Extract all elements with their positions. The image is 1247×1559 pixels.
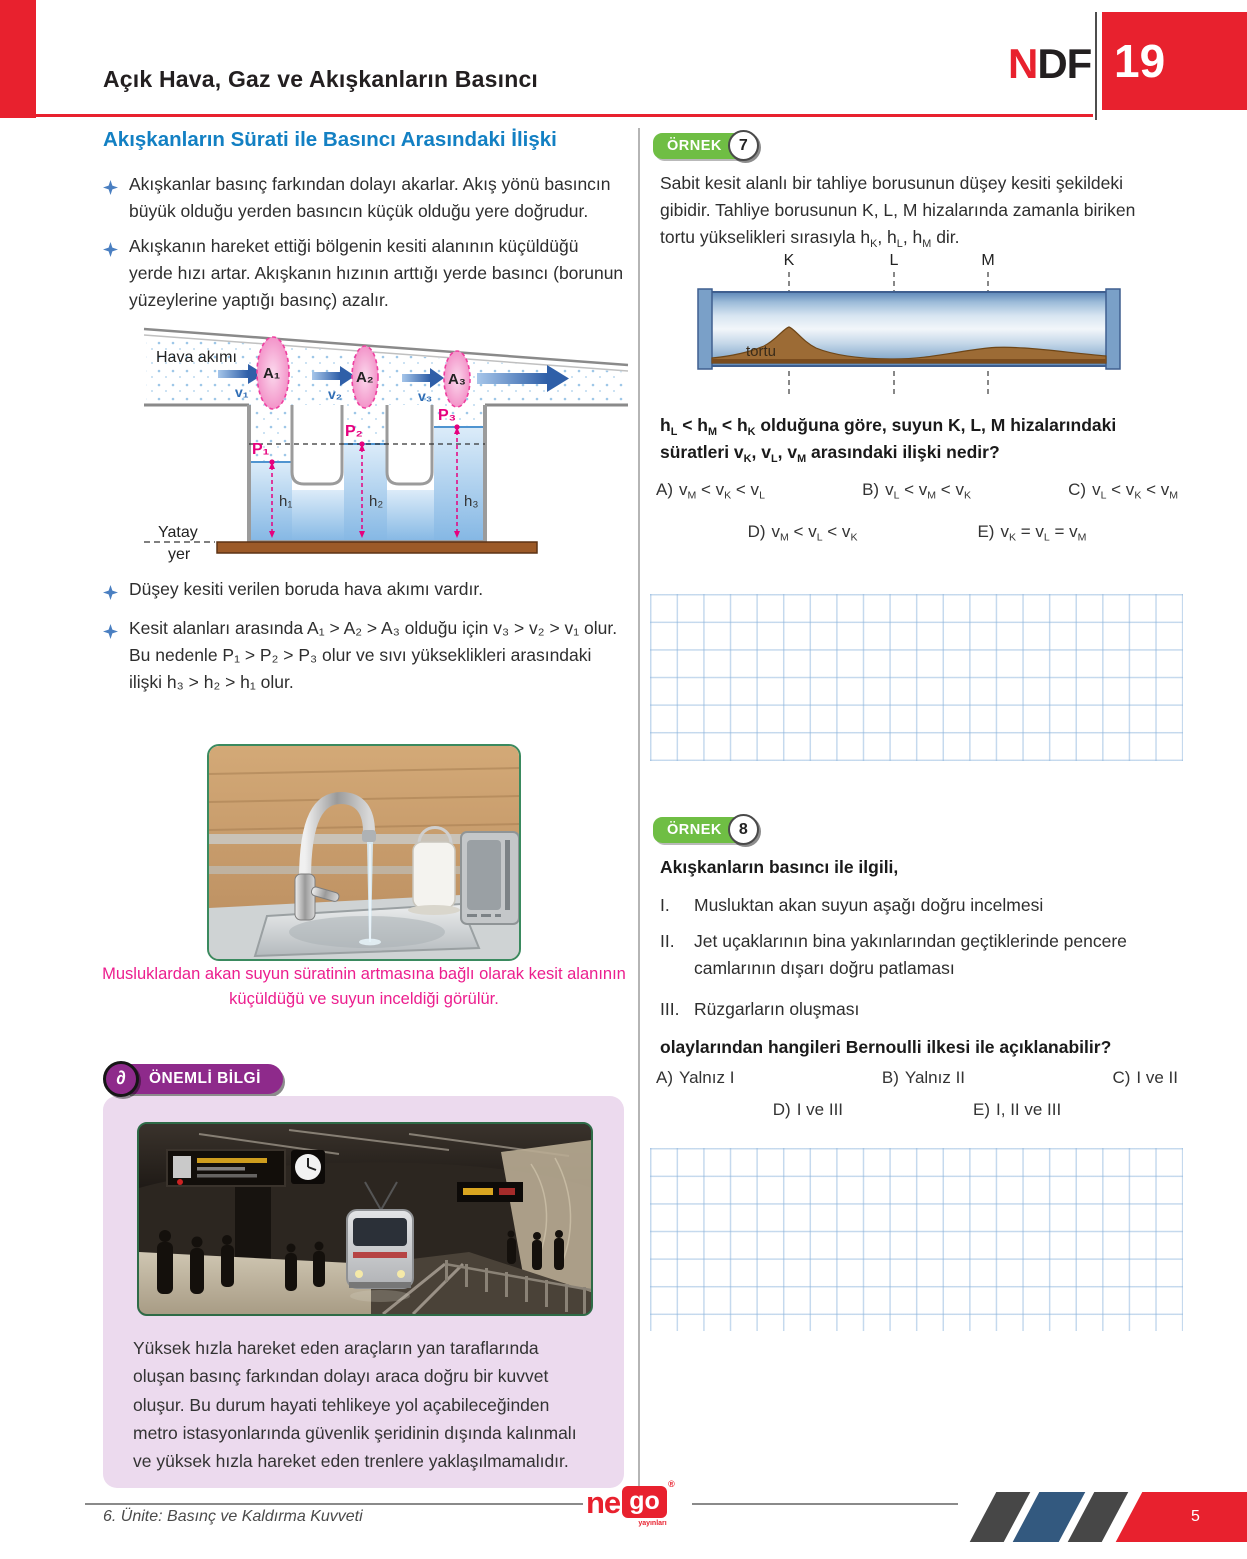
star-bullet-icon [103, 581, 118, 608]
option-b: B) Yalnız II [881, 1068, 966, 1087]
header-rule [0, 114, 1093, 117]
onemli-bilgi-label: ÖNEMLİ BİLGİ [127, 1064, 283, 1094]
ornek8-item-2 [660, 928, 1174, 982]
page-number: 5 [1190, 1508, 1200, 1525]
bullet-text: Kesit alanları arasında A₁ > A₂ > A₃ olduğu için v₃ > v₂ > v₁ olur. Bu nedenle P₁ > P₂ > P₃ olur ve sıvı yükseklikleri arasındaki ilişki h₃ > h₂ > h₁ olur. [129, 618, 618, 693]
ornek8-options-row2 [656, 1100, 1178, 1120]
v1-label: v₁ [235, 384, 249, 400]
m-label: M [981, 252, 995, 269]
bullet-text: Akışkanın hareket ettiği bölgenin kesiti alanının küçüldüğü yerde hızı artar. Akışkanın hızının arttığı yerde basıncı (borunun yüzeylerine yaptığı basınç) azalır. [129, 236, 624, 311]
roman-numeral: III. [660, 999, 680, 1019]
header-divider [1095, 12, 1097, 120]
yer-label: yer [168, 546, 191, 563]
bullet-item [103, 576, 625, 608]
roman-numeral: II. [660, 931, 675, 951]
footer-rule-left [85, 1503, 583, 1505]
hava-akimi-label: Hava akımı [156, 349, 237, 366]
footer-unit-title: 6. Ünite: Basınç ve Kaldırma Kuvveti [103, 1508, 363, 1525]
ornek-label: ÖRNEK [653, 133, 750, 159]
onemli-bilgi-text: Yüksek hızla hareket eden araçların yan taraflarında oluşan basınç farkından dolayı araca doğru bir kuvvet oluşur. Bu durum hayati tehlikeye yol açabileceğinden metro istasyonlarında güvenlik şeridinin dışında kalınmalı ve yüksek hızla hareket eden trenlere yaklaşılmamalıdır. [133, 1338, 577, 1472]
footer-rule-right [692, 1503, 958, 1505]
work-grid-1 [650, 594, 1183, 761]
brand-logo [1008, 40, 1091, 88]
option-e: E) $v_K = v_L = v_M$ [977, 522, 1087, 544]
station-clock [291, 1150, 325, 1184]
bullet-item [103, 233, 625, 314]
option-a: A) $v_M < v_K < v_L$ [656, 480, 765, 502]
onemli-bilgi-badge [103, 1061, 283, 1097]
item-text: Jet uçaklarının bina yakınlarından geçtiklerinde pencere camlarının dışarı doğru patlaması [694, 931, 1127, 979]
yatay-label: Yatay [158, 524, 198, 541]
a2-label: A₂ [356, 369, 374, 386]
ornek8-item-1 [660, 892, 1174, 919]
photo-caption: Musluklardan akan suyun süratinin artmasına bağlı olarak kesit alanının küçüldüğü ve suyun inceldiği görülür. [102, 965, 626, 1008]
work-grid-2 [650, 1148, 1183, 1331]
ornek-number: 7 [728, 130, 759, 161]
page-number-shape [1116, 1492, 1247, 1542]
item-text: Rüzgarların oluşması [694, 999, 860, 1019]
ornek8-badge [653, 814, 759, 845]
nego-logo [586, 1479, 675, 1527]
item-text: Musluktan akan suyun aşağı doğru incelmesi [694, 895, 1044, 915]
star-bullet-icon [103, 238, 118, 314]
footer-deco-shapes [983, 1492, 1247, 1542]
p3-label: P₃ [438, 407, 457, 424]
corner-red-block [0, 0, 36, 118]
option-e: E) I, II ve III [973, 1100, 1062, 1119]
section-heading: Akışkanların Sürati ile Basıncı Arasındaki İlişki [103, 128, 557, 151]
option-d: D) I ve III [772, 1100, 844, 1119]
registered-mark: ® [668, 1479, 675, 1489]
bernoulli-duct-diagram [142, 312, 630, 569]
ornek7-badge [653, 130, 759, 161]
chapter-number-box: 19 [1102, 12, 1247, 110]
bullet-text: Akışkanlar basınç farkından dolayı akarlar. Akış yönü basıncın büyük olduğu yerden basıncın küçük olduğu yere doğrudur. [129, 174, 611, 222]
ornek-label: ÖRNEK [653, 817, 750, 843]
column-divider [638, 128, 640, 1488]
option-a: A) Yalnız I [656, 1068, 735, 1087]
ornek7-options-row1 [656, 480, 1178, 500]
ornek8-question: olaylarından hangileri Bernoulli ilkesi ile açıklanabilir? [660, 1037, 1112, 1057]
faucet-photo [207, 744, 521, 961]
a3-label: A₃ [448, 371, 466, 388]
microwave [461, 832, 519, 924]
departure-sign [167, 1150, 285, 1186]
p2-label: P₂ [345, 423, 363, 440]
logo-subtext: yayınları [638, 1520, 667, 1527]
tortu-label: tortu [746, 343, 777, 360]
ornek7-question: $h_L < h_M < h_K$ olduğuna göre, suyun K, L, M hizalarındaki süratleri $v_K$, $v_L$, $v_M$ arasındaki ilişki nedir? [660, 415, 1117, 465]
metro-station-photo [137, 1122, 593, 1316]
roman-numeral: I. [660, 895, 670, 915]
ornek8-options-row1 [656, 1068, 1178, 1088]
onemli-bilgi-icon: ∂ [103, 1061, 139, 1097]
brand-n: N [1008, 40, 1038, 87]
option-c: C) I ve II [1112, 1068, 1178, 1087]
star-bullet-icon [103, 176, 118, 225]
h3-label: h₃ [464, 493, 479, 510]
onemli-bilgi-box [103, 1096, 624, 1488]
option-d: D) $v_M < v_L < v_K$ [747, 522, 858, 544]
a1-label: A₁ [263, 365, 281, 382]
option-b: B) $v_L < v_M < v_K$ [862, 480, 971, 502]
bullet-item [103, 615, 625, 696]
ornek8-intro: Akışkanların basıncı ile ilgili, [660, 857, 899, 877]
ornek-number: 8 [728, 814, 759, 845]
h1-label: h₁ [279, 493, 293, 510]
brand-df: DF [1037, 40, 1092, 87]
bullet-item [103, 171, 625, 225]
page-title: Açık Hava, Gaz ve Akışkanların Basıncı [103, 66, 539, 92]
digital-sign [457, 1182, 523, 1202]
ornek7-options-row2 [656, 522, 1178, 542]
h2-label: h₂ [369, 493, 384, 510]
l-label: L [889, 252, 899, 269]
v2-label: v₂ [328, 386, 343, 402]
logo-ne: ne [586, 1485, 621, 1520]
ground [144, 542, 537, 553]
v3-label: v₃ [418, 388, 433, 404]
ornek7-text: Sabit kesit alanlı bir tahliye borusunun düşey kesiti şekildeki gibidir. Tahliye borusunun K, L, M hizalarında zamanla biriken tortu yükselikleri sırasıyla $h_K$, $h_L$, $h_M$ dir. [660, 173, 1136, 251]
p1-label: P₁ [252, 441, 270, 458]
logo-go: go ® yayınları [622, 1486, 667, 1518]
option-c: C) $v_L < v_K < v_M$ [1068, 480, 1178, 502]
k-label: K [783, 252, 795, 269]
ornek8-item-3 [660, 996, 1174, 1023]
star-bullet-icon [103, 620, 118, 696]
bullet-text: Düşey kesiti verilen boruda hava akımı vardır. [129, 579, 484, 599]
pipe-diagram [688, 252, 1133, 409]
